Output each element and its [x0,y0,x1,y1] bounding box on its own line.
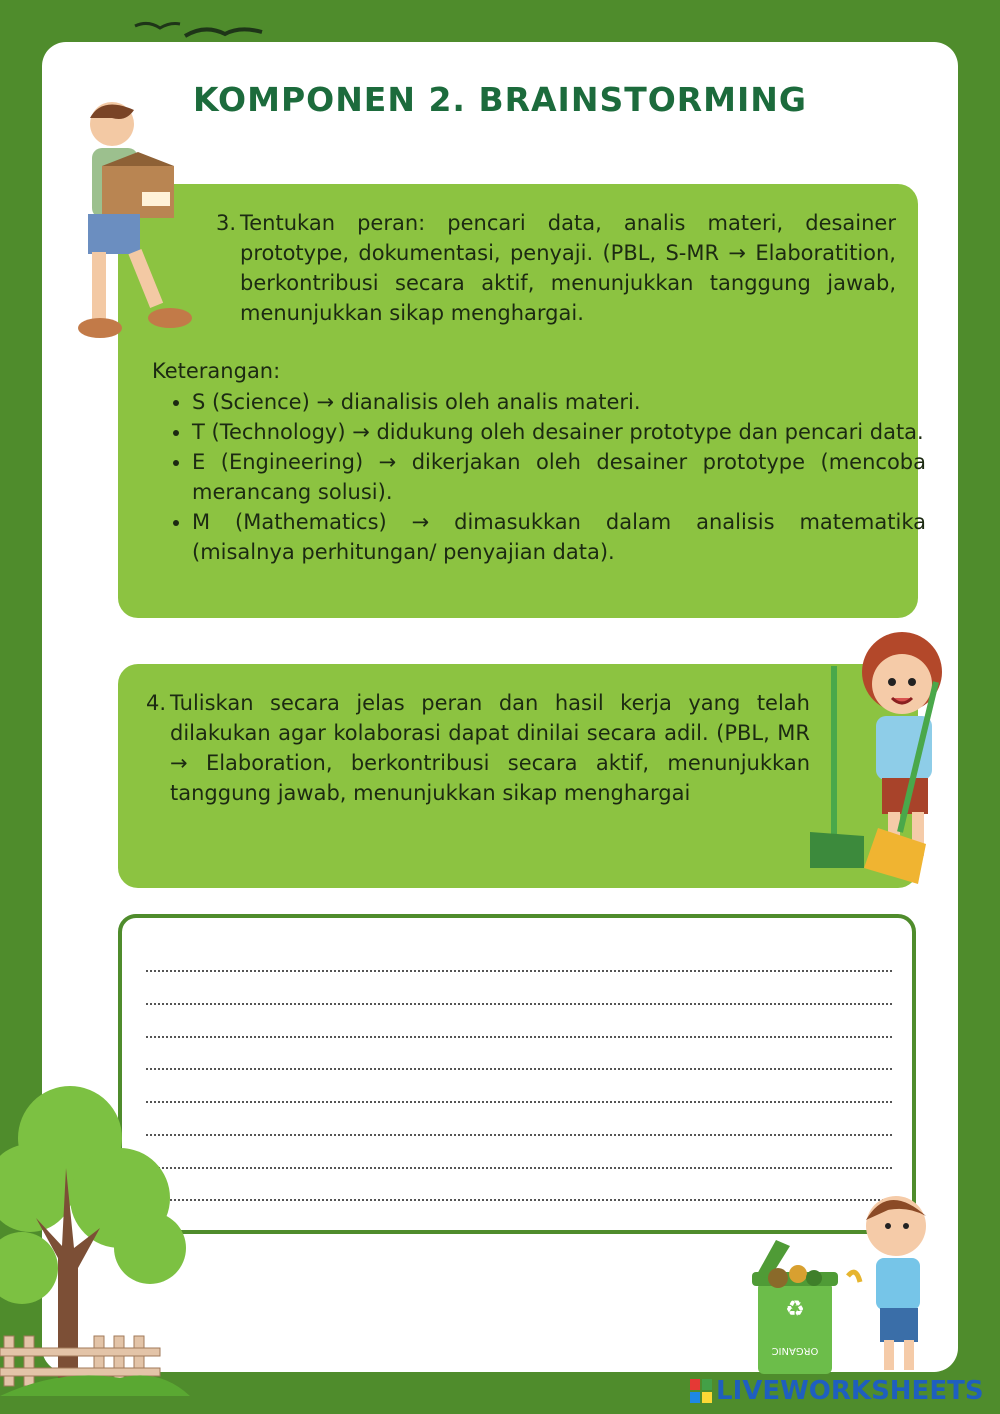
question-4-text: Tuliskan secara jelas peran dan hasil kerja yang telah dilakukan agar kolaborasi dapat dinilai secara adil. (PBL, MR → Elaboration, berkontribusi secara aktif, menunjukkan tanggung jawab, menunjukkan sikap menghargai [170,691,810,805]
liveworksheets-logo-text: LIVEWORKSHEETS [716,1376,984,1406]
answer-line[interactable] [146,1167,892,1169]
boy-carrying-box-illustration [62,96,202,364]
question-4-number: 4. [146,691,167,715]
question-4 [146,688,810,808]
svg-text:♻: ♻ [785,1297,805,1322]
notes-heading: Keterangan: [152,359,281,383]
boy-with-broom-illustration [808,622,968,892]
answer-line[interactable] [146,1068,892,1070]
answer-line[interactable] [146,1134,892,1136]
question-3-number: 3. [216,211,237,235]
answer-line[interactable] [146,1003,892,1005]
notes-list [162,387,926,567]
question-3-card [118,184,926,618]
answer-line[interactable] [146,1101,892,1103]
question-3 [216,208,896,328]
answer-line[interactable] [146,1036,892,1038]
birds-icon [130,18,270,48]
recycling-boy-illustration [748,1186,948,1382]
question-4-card [118,664,918,888]
bin-label: ORGANIC [771,1345,819,1356]
liveworksheets-logo[interactable] [690,1374,984,1408]
tree-illustration [0,1078,200,1396]
answer-line[interactable] [146,970,892,972]
question-3-text: Tentukan peran: pencari data, analis materi, desainer prototype, dokumentasi, penyaji. (PBL, S-MR → Elaboratition, berkontribusi secara aktif, menunjukkan tanggung jawab, menunjukkan sikap menghargai. [240,211,896,325]
page-title: KOMPONEN 2. BRAINSTORMING [192,80,808,119]
notes-item-technology: • T (Technology) → didukung oleh desainer prototype dan pencari data. [192,417,926,447]
notes-item-engineering: • E (Engineering) → dikerjakan oleh desainer prototype (mencoba merancang solusi). [192,447,926,507]
notes-item-mathematics: • M (Mathematics) → dimasukkan dalam analisis matematika (misalnya perhitungan/ penyajian data). [192,507,926,567]
liveworksheets-logo-icon [690,1379,712,1403]
notes-item-science: • S (Science) → dianalisis oleh analis materi. [192,387,926,417]
